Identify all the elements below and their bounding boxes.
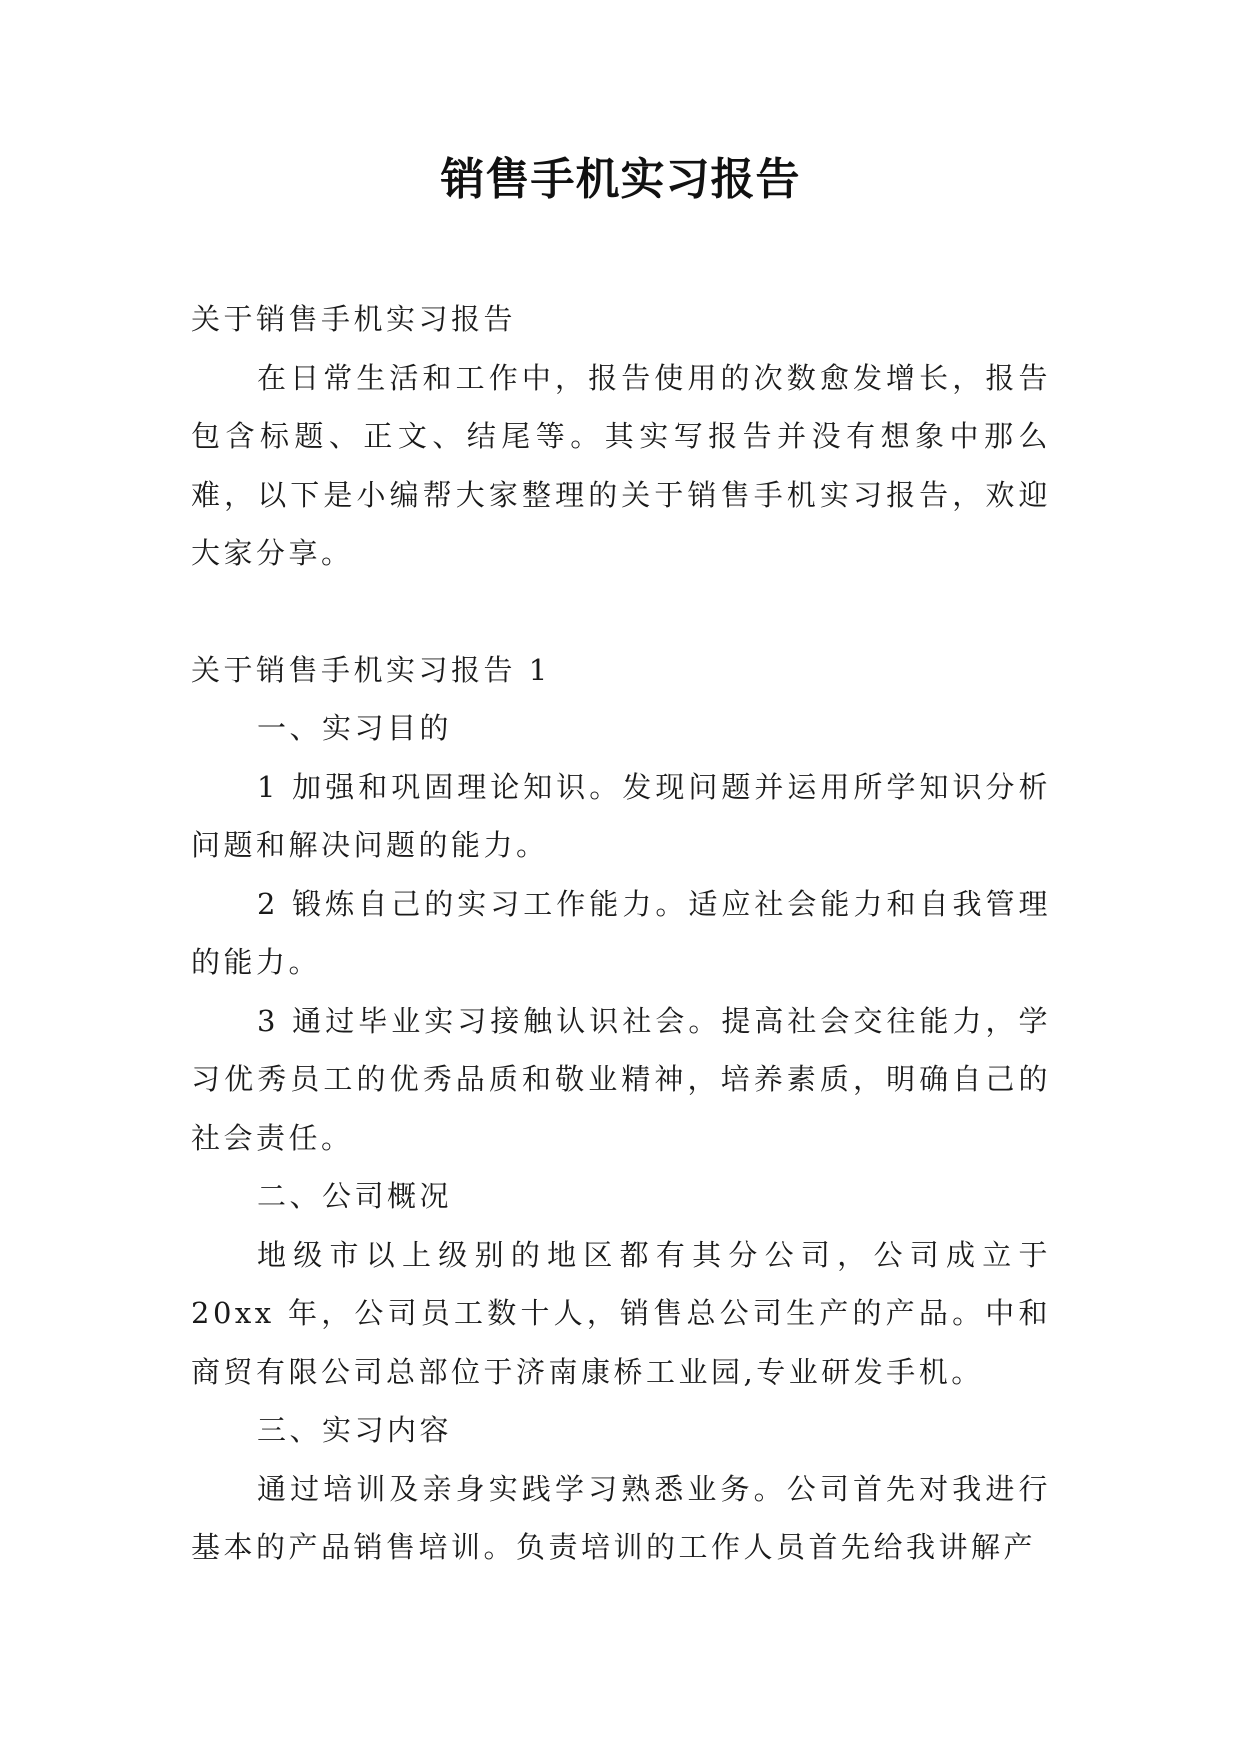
- intro-paragraph: 在日常生活和工作中，报告使用的次数愈发增长，报告包含标题、正文、结尾等。其实写报告并没有想象中那么难，以下是小编帮大家整理的关于销售手机实习报告，欢迎大家分享。: [191, 360, 1051, 570]
- intro-heading: 关于销售手机实习报告: [191, 302, 517, 336]
- content-paragraph: 通过培训及亲身实践学习熟悉业务。公司首先对我进行基本的产品销售培训。负责培训的工作人员首先给我讲解产: [191, 1471, 1051, 1564]
- purpose-item-1: 1 加强和巩固理论知识。发现问题并运用所学知识分析问题和解决问题的能力。: [191, 769, 1051, 862]
- subheading-content: 三、实习内容: [257, 1413, 453, 1447]
- section-heading: 关于销售手机实习报告 1: [191, 652, 551, 687]
- company-paragraph: 地级市以上级别的地区都有其分公司，公司成立于 20xx 年，公司员工数十人，销售总公司生产的产品。中和商贸有限公司总部位于济南康桥工业园,专业研发手机。: [191, 1237, 1051, 1389]
- document-body: [191, 290, 1051, 1577]
- purpose-item-3: 3 通过毕业实习接触认识社会。提高社会交往能力，学习优秀员工的优秀品质和敬业精神，培养素质，明确自己的社会责任。: [191, 1003, 1051, 1155]
- purpose-item-2: 2 锻炼自己的实习工作能力。适应社会能力和自我管理的能力。: [191, 886, 1051, 979]
- subheading-company: 二、公司概况: [257, 1179, 453, 1213]
- document-title: 销售手机实习报告: [440, 154, 801, 205]
- paragraph-spacer: [191, 583, 1051, 641]
- subheading-purpose: 一、实习目的: [257, 711, 453, 745]
